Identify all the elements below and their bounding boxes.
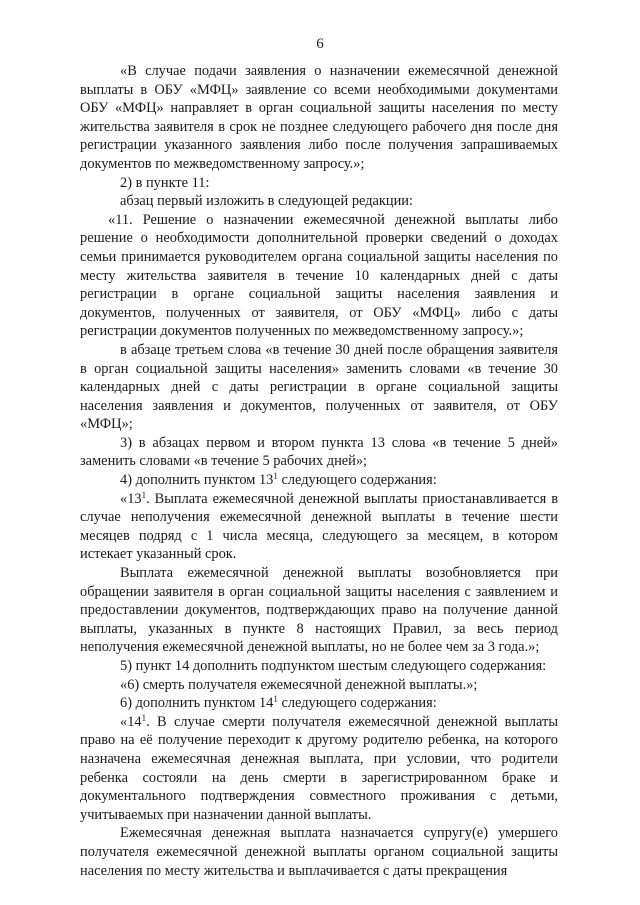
paragraph-12 (80, 694, 558, 713)
paragraph-8-post: . Выплата ежемесячной денежной выплаты приостанавливается в случае неполучения ежемесячной денежной выплаты в течение шести месяцев подряд с 1 числа месяца, следующего за месяцем, в котором истекает указанный срок. (80, 490, 558, 563)
paragraph-11: «6) смерть получателя ежемесячной денежной выплаты.»; (120, 676, 478, 693)
paragraph-9: Выплата ежемесячной денежной выплаты возобновляется при обращении заявителя в орган социальной защиты населения с заявлением и предоставлении документов, подтверждающих право на получение данной выплаты, указанных в пункте 8 настоящих Правил, за весь период неполучения ежемесячной денежной выплаты, но не более чем за 3 года.»; (80, 565, 558, 656)
paragraph-2: 2) в пункте 11: (120, 174, 210, 191)
paragraph-13 (80, 713, 558, 825)
paragraph-7 (80, 471, 558, 490)
paragraph-12-pre: 6) дополнить пунктом 14 (120, 695, 274, 712)
paragraph-7-pre: 4) дополнить пунктом 13 (120, 472, 274, 489)
paragraph-13-sup: 1 (141, 712, 147, 723)
paragraph-8-pre: «13 (120, 490, 142, 507)
paragraph-10: 5) пункт 14 дополнить подпунктом шестым следующего содержания: (120, 658, 547, 674)
paragraph-4: «11. Решение о назначении ежемесячной денежной выплаты либо решение о необходимости дополнительной проверки сведений о доходах семьи принимается руководителем органа социальной защиты населения по месту жительства заявителя в течение 10 календарных дней с даты регистрации в органе социальной защиты населения заявления и документов, полученных от заявителя, от ОБУ «МФЦ» либо с даты регистрации документов полученных по межведомственному запросу.»; (80, 211, 558, 340)
paragraph-7-sup: 1 (273, 471, 278, 482)
page-number: 6 (316, 36, 324, 52)
document-body (80, 62, 558, 880)
paragraph-14: Ежемесячная денежная выплата назначается супругу(е) умершего получателя ежемесячной денежной выплаты органом социальной защиты населения по месту жительства и выплачивается с даты прекращения (80, 825, 558, 879)
paragraph-6: 3) в абзацах первом и втором пункта 13 слова «в течение 5 дней» заменить словами «в течение 5 рабочих дней»; (80, 434, 558, 470)
paragraph-5: в абзаце третьем слова «в течение 30 дней после обращения заявителя в орган социальной защиты населения» заменить словами «в течение 30 календарных дней с даты регистрации в органе социальной защиты населения заявления и документов, полученных от заявителя, от ОБУ «МФЦ»; (80, 341, 558, 433)
paragraph-3: абзац первый изложить в следующей редакции: (120, 193, 414, 210)
paragraph-8 (80, 490, 558, 564)
paragraph-13-pre: «14 (120, 713, 142, 730)
paragraph-13-post: . В случае смерти получателя ежемесячной денежной выплаты право на её получение переходит к другому родителю ребенка, на которого назначена ежемесячная денежная выплата, при условии, что родители ребенка состояли на день смерти в зарегистрированном браке и документального подтверждения совместного проживания с детьми, учитываемых при назначении данной выплаты. (80, 713, 558, 823)
paragraph-12-sup: 1 (273, 694, 278, 705)
paragraph-12-post: следующего содержания: (277, 695, 437, 712)
paragraph-7-post: следующего содержания: (277, 472, 437, 489)
paragraph-8-sup: 1 (141, 489, 147, 500)
paragraph-1: «В случае подачи заявления о назначении ежемесячной денежной выплаты в ОБУ «МФЦ» заявление со всеми необходимыми документами ОБУ «МФЦ» направляет в орган социальной защиты населения по месту жительства заявителя в срок не позднее следующего рабочего дня после дня регистрации указанного заявления либо после получения запрашиваемых документов по межведомственному запросу.»; (80, 63, 558, 172)
